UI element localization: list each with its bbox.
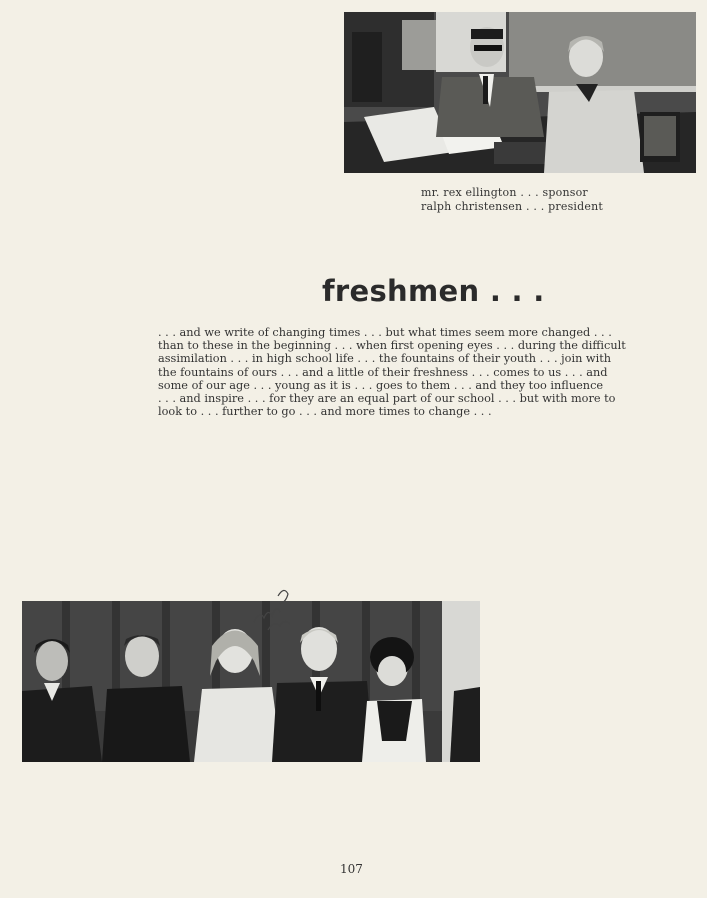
body-line: some of our age . . . young as it is . . . goes to them . . . and they too influence [158,378,604,392]
page-number: 107 [340,862,363,876]
caption-sponsor: mr. rex ellington . . . sponsor [421,186,588,199]
body-line: the fountains of ours . . . and a little of their freshness . . . comes to us . . . and [158,365,608,379]
handwritten-signature [250,582,298,634]
photo-caption [421,186,603,214]
section-title: freshmen . . . [322,274,545,308]
body-line: than to these in the beginning . . . when first opening eyes . . . during the difficult [158,339,626,353]
caption-president: ralph christensen . . . president [421,200,603,213]
body-line: assimilation . . . in high school life . . . the fountains of their youth . . . join with [158,352,612,366]
sponsor-president-photo [344,12,696,173]
body-line: . . . and inspire . . . for they are an equal part of our school . . . but with more to [158,392,616,406]
body-paragraph [158,326,698,418]
body-line: look to . . . further to go . . . and more times to change . . . [158,405,492,419]
body-line: . . . and we write of changing times . . . but what times seem more changed . . . [158,326,612,339]
